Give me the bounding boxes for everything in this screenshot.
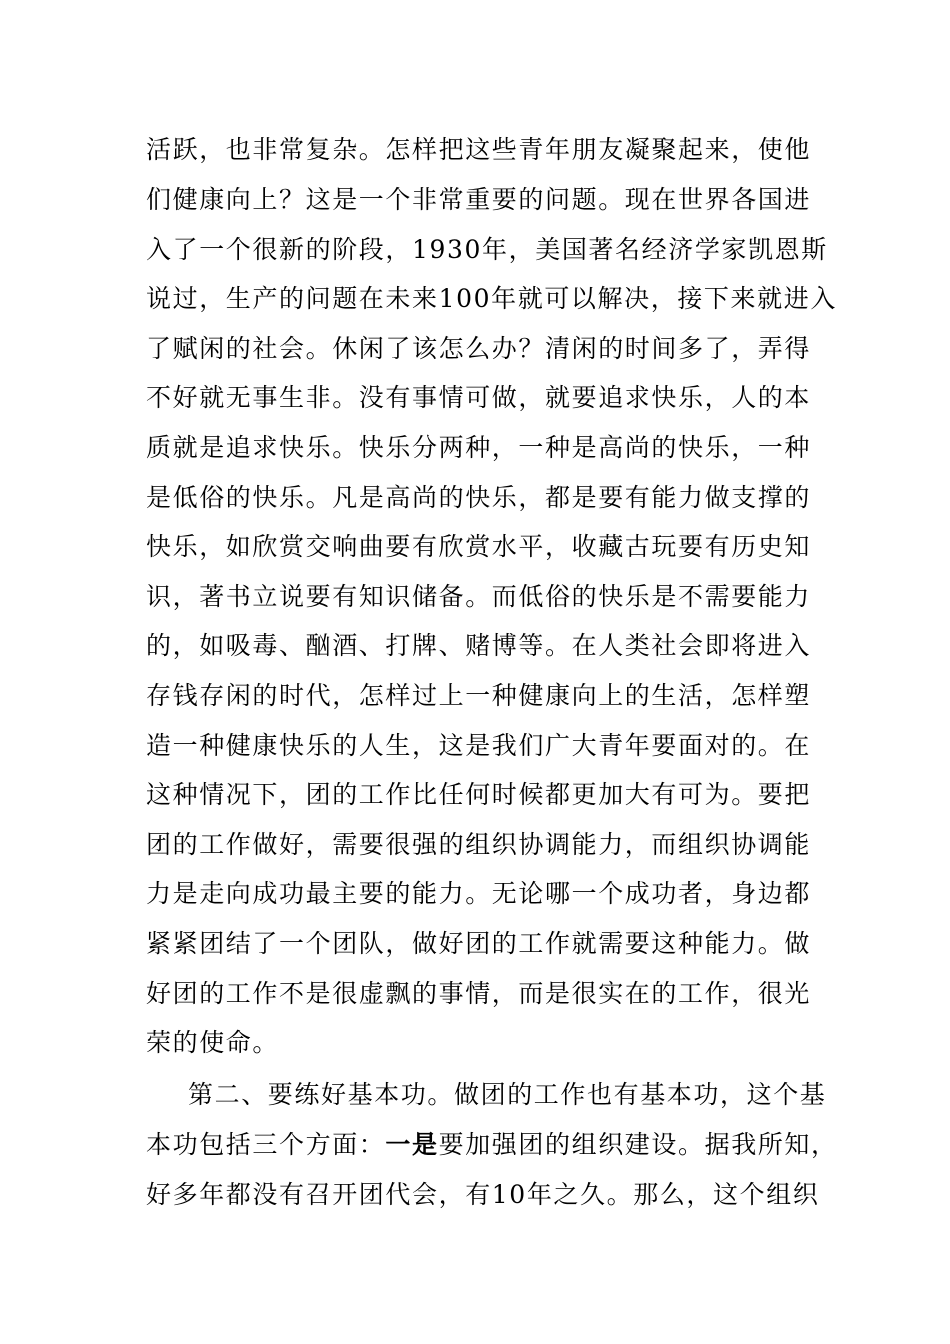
text-line: 荣的使命。 (146, 1028, 280, 1057)
text-line: 们健康向上？这是一个非常重要的问题。现在世界各国进 (146, 185, 812, 214)
text-line: 紧紧团结了一个团队，做好团的工作就需要这种能力。做 (146, 929, 812, 958)
text-line: 质就是追求快乐。快乐分两种，一种是高尚的快乐，一种 (146, 433, 812, 462)
text-line: 活跃，也非常复杂。怎样把这些青年朋友凝聚起来，使他 (146, 135, 812, 164)
text-line: 这种情况下，团的工作比任何时候都更加大有可为。要把 (146, 780, 812, 809)
text-line: 力是走向成功最主要的能力。无论哪一个成功者，身边都 (146, 879, 812, 908)
text-line: 的，如吸毒、酗酒、打牌、赌博等。在人类社会即将进入 (146, 631, 812, 660)
text-line: 团的工作做好，需要很强的组织协调能力，而组织协调能 (146, 830, 812, 859)
text-line: 第二、要练好基本功。做团的工作也有基本功，这个基 (188, 1080, 827, 1109)
text-line: 入了一个很新的阶段，1930年，美国著名经济学家凯恩斯 (146, 235, 828, 264)
text-line: 说过，生产的问题在未来100年就可以解决，接下来就进入 (146, 284, 837, 313)
text-span: 要加强团的组织建设。据我所知， (438, 1130, 838, 1159)
text-span: 本功包括三个方面： (146, 1130, 386, 1159)
text-line: 好团的工作不是很虚飘的事情，而是很实在的工作，很光 (146, 979, 812, 1008)
text-line: 是低俗的快乐。凡是高尚的快乐，都是要有能力做支撑的 (146, 483, 812, 512)
text-line: 不好就无事生非。没有事情可做，就要追求快乐，人的本 (146, 383, 812, 412)
text-line: 了赋闲的社会。休闲了该怎么办？清闲的时间多了，弄得 (146, 334, 812, 363)
text-line (146, 1130, 838, 1160)
text-line: 好多年都没有召开团代会，有10年之久。那么，这个组织 (146, 1180, 820, 1209)
text-line: 快乐，如欣赏交响曲要有欣赏水平，收藏古玩要有历史知 (146, 532, 812, 561)
text-line: 识，著书立说要有知识储备。而低俗的快乐是不需要能力 (146, 582, 812, 611)
text-line: 存钱存闲的时代，怎样过上一种健康向上的生活，怎样塑 (146, 681, 812, 710)
bold-emphasis: 一是 (385, 1130, 439, 1159)
text-line: 造一种健康快乐的人生，这是我们广大青年要面对的。在 (146, 731, 812, 760)
